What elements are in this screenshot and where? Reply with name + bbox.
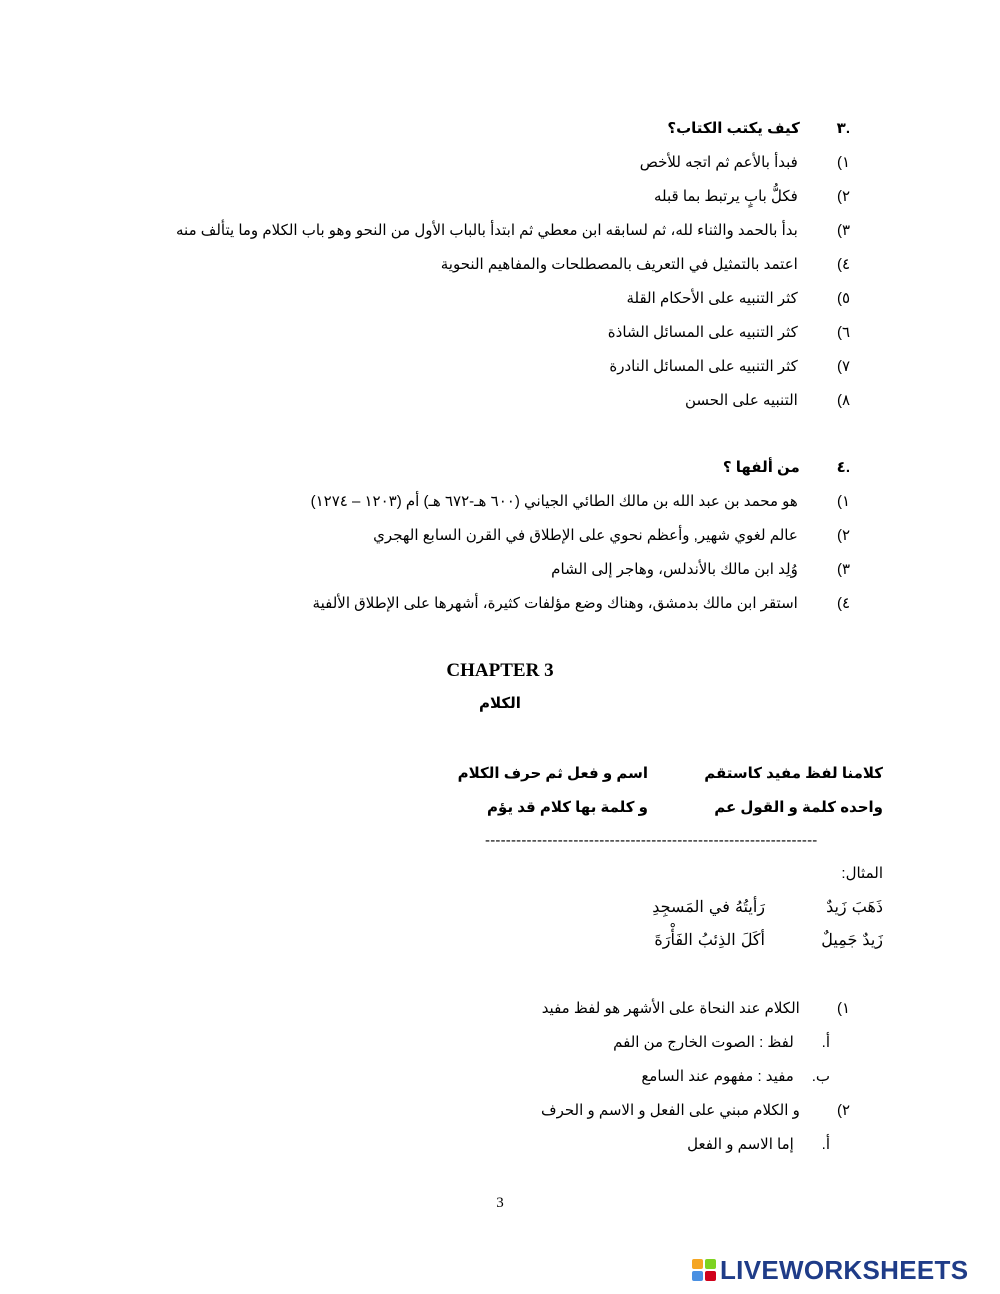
- list-item: ٨) التنبيه على الحسن: [684, 392, 850, 409]
- verse-right: كلامنا لفظ مفيد كاستقم: [704, 765, 883, 782]
- verse-right: واحده كلمة و القول عم: [714, 799, 883, 816]
- section-4-heading: [723, 458, 850, 476]
- liveworksheets-logo[interactable]: [692, 1256, 968, 1284]
- list-item: ٧) كثر التنبيه على المسائل النادرة: [609, 358, 850, 375]
- section-3-title: كيف يكتب الكتاب؟: [667, 120, 800, 137]
- section-3-number: .٣: [836, 120, 850, 137]
- note-subitem: أ. لفظ : الصوت الخارج من الفم: [613, 1034, 830, 1051]
- list-item: ١) فبدأ بالأعم ثم اتجه للأخص: [639, 154, 850, 171]
- verse-left: اسم و فعل ثم حرف الكلام: [457, 765, 648, 782]
- section-4-title: من ألفها ؟: [722, 459, 800, 476]
- list-item: ٤) اعتمد بالتمثيل في التعريف بالمصطلحات والمفاهيم النحوية: [440, 256, 850, 273]
- list-item: ٢) فكلُّ بابٍ يرتبط بما قبله: [653, 188, 850, 205]
- verse-left: و كلمة بها كلام قد يؤم: [487, 799, 648, 816]
- liveworksheets-logo-icon: [692, 1259, 716, 1281]
- list-item: ٤) استقر ابن مالك بدمشق، وهناك وضع مؤلفات كثيرة، أشهرها على الإطلاق الألفية: [312, 595, 850, 612]
- note-subitem: أ. إما الاسم و الفعل: [687, 1136, 830, 1153]
- divider: ----------------------------------------------------------------: [485, 832, 818, 849]
- example-item: زَيدٌ جَمِيلٌ: [821, 930, 883, 949]
- note-subitem: ب. مفيد : مفهوم عند السامع: [641, 1068, 830, 1085]
- list-item: ٥) كثر التنبيه على الأحكام القلة: [626, 290, 850, 307]
- list-item: ٣) وُلِد ابن مالك بالأندلس، وهاجر إلى الشام: [551, 561, 850, 578]
- page-number: 3: [496, 1195, 504, 1211]
- list-item: ٦) كثر التنبيه على المسائل الشاذة: [607, 324, 850, 341]
- chapter-title: CHAPTER 3: [446, 660, 554, 681]
- logo-text: LIVEWORKSHEETS: [720, 1254, 969, 1285]
- note-item: ١) الكلام عند النحاة على الأشهر هو لفظ مفيد: [541, 1000, 850, 1017]
- example-label: المثال:: [841, 865, 883, 882]
- list-item: ٣) بدأ بالحمد والثناء لله، ثم لسابقه ابن معطي ثم ابتدأ بالباب الأول من النحو وهو باب الكلام وما يتألف منه: [176, 222, 850, 239]
- example-item: ذَهَبَ زَيدٌ: [826, 897, 883, 916]
- chapter-subtitle: الكلام: [479, 695, 521, 712]
- example-item: رَأيتُهُ في المَسجِدِ: [652, 897, 765, 916]
- section-4-number: .٤: [836, 459, 850, 476]
- list-item: ٢) عالم لغوي شهير, وأعظم نحوي على الإطلاق في القرن السابع الهجري: [373, 527, 850, 544]
- list-item: ١) هو محمد بن عبد الله بن مالك الطائي الجياني (٦٠٠ هـ-٦٧٢ هـ) أم (١٢٠٣ – ١٢٧٤): [310, 493, 850, 510]
- section-3-heading: [667, 119, 850, 137]
- note-item: ٢) و الكلام مبني على الفعل و الاسم و الحرف: [541, 1102, 850, 1119]
- example-item: أكَلَ الذِئبُ الفَأْرَةَ: [654, 930, 765, 949]
